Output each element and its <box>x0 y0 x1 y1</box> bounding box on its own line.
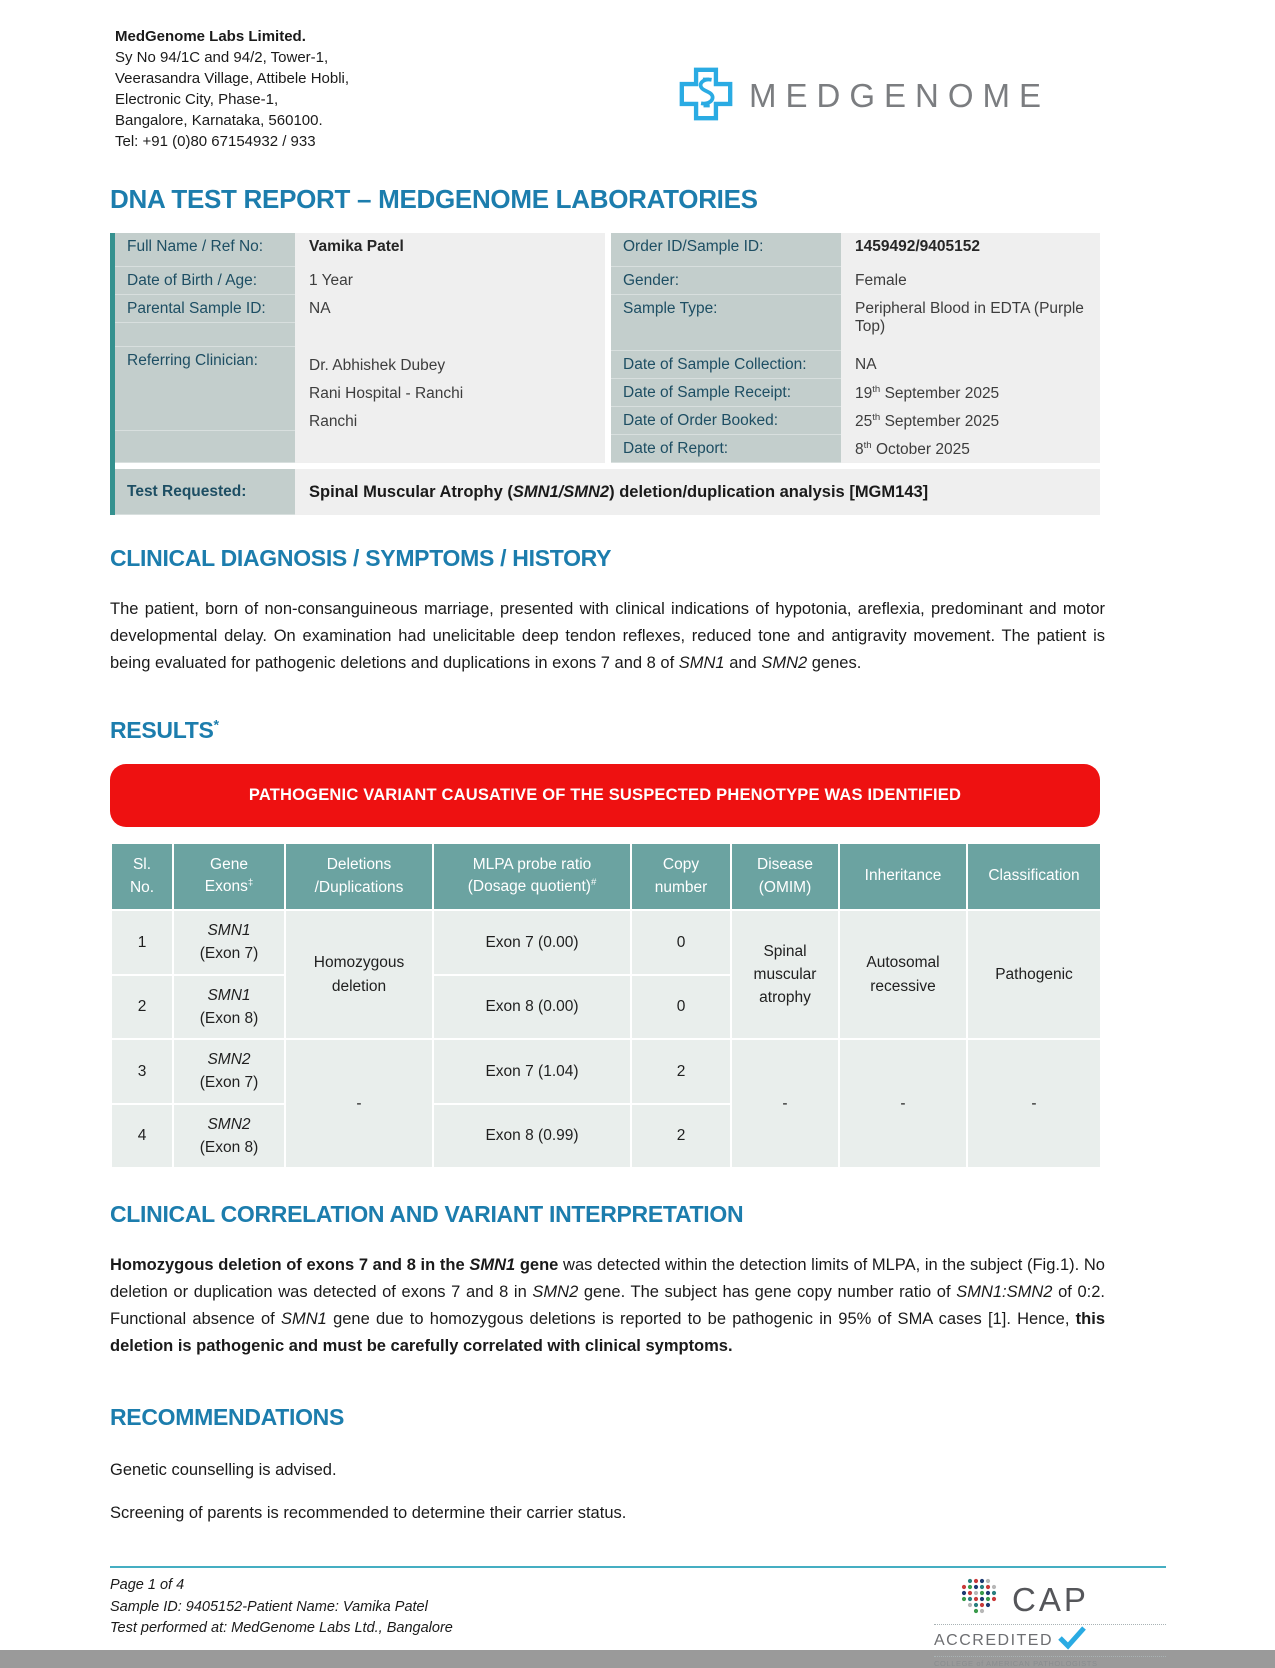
report-title: DNA TEST REPORT – MEDGENOME LABORATORIES <box>110 184 758 214</box>
cell-copy: 0 <box>631 975 731 1040</box>
address-line: Veerasandra Village, Attibele Hobli, <box>115 70 350 87</box>
field-label: Full Name / Ref No: <box>115 233 295 267</box>
address-line: Sy No 94/1C and 94/2, Tower-1, <box>115 49 329 66</box>
field-label: Date of Sample Receipt: <box>611 379 841 407</box>
header-deletions: Deletions /Duplications <box>285 843 433 910</box>
clinician-line: Ranchi <box>309 413 358 430</box>
header-mlpa-ratio: MLPA probe ratio (Dosage quotient)# <box>433 843 631 910</box>
cell-mlpa: Exon 7 (1.04) <box>433 1039 631 1104</box>
field-label: Date of Sample Collection: <box>611 351 841 379</box>
cell-gene-exon: SMN2 (Exon 8) <box>173 1104 285 1169</box>
field-label: Sample Type: <box>611 295 841 351</box>
test-requested-label: Test Requested: <box>115 469 295 515</box>
field-label: Referring Clinician: <box>115 347 295 431</box>
diagnosis-paragraph: The patient, born of non-consanguineous marriage, presented with clinical indications of hypotonia, areflexia, predominant and motor developmental delay. On examination had unelicitable deep tendon reflexes, reduced tone and antigravity movement. The patient is being evaluated for pathogenic deletions and duplications in exons 7 and 8 of SMN1 and SMN2 genes. <box>110 600 1105 672</box>
cell-deletion-type: - <box>285 1039 433 1168</box>
recommendation-line: Genetic counselling is advised. <box>110 1461 337 1480</box>
header-inheritance: Inheritance <box>839 843 967 910</box>
test-requested-row <box>115 469 1100 515</box>
field-label: Order ID/Sample ID: <box>611 233 841 267</box>
test-requested-value: Spinal Muscular Atrophy (SMN1/SMN2) deletion/duplication analysis [MGM143] <box>295 469 1100 515</box>
recommendation-line: Screening of parents is recommended to determine their carrier status. <box>110 1504 627 1523</box>
gender-value: Female <box>841 267 1100 295</box>
address-line: Electronic City, Phase-1, <box>115 91 279 108</box>
address-line: Tel: +91 (0)80 67154932 / 933 <box>115 133 316 150</box>
cell-inheritance: Autosomal recessive <box>839 910 967 1039</box>
cap-checkmark-icon <box>1057 1626 1087 1655</box>
clinician-line: Rani Hospital - Ranchi <box>309 385 464 402</box>
cell-sl: 4 <box>111 1104 173 1169</box>
medgenome-logo <box>675 40 1050 152</box>
cell-deletion-type: Homozygous deletion <box>285 910 433 1039</box>
sample-type-value: Peripheral Blood in EDTA (Purple Top) <box>841 295 1100 351</box>
field-label: Date of Birth / Age: <box>115 267 295 295</box>
page-number: Page 1 of 4 <box>110 1577 185 1593</box>
footer-text-block <box>110 1575 453 1668</box>
header-sl-no: Sl. No. <box>111 843 173 910</box>
header-disease: Disease (OMIM) <box>731 843 839 910</box>
filler-cell <box>295 431 605 463</box>
results-row <box>111 910 1101 975</box>
receipt-date-value: 19th September 2025 <box>841 379 1100 407</box>
header-classification: Classification <box>967 843 1101 910</box>
pathogenic-result-banner <box>110 764 1100 827</box>
cell-mlpa: Exon 8 (0.00) <box>433 975 631 1040</box>
letterhead <box>110 0 1105 152</box>
medgenome-cross-icon <box>675 63 737 130</box>
cell-disease: - <box>731 1039 839 1168</box>
footer-sample-line: Sample ID: 9405152-Patient Name: Vamika Patel <box>110 1598 428 1615</box>
clinician-value <box>295 347 605 431</box>
cell-copy: 2 <box>631 1039 731 1104</box>
section-title-recommendations: RECOMMENDATIONS <box>110 1404 345 1431</box>
cell-gene-exon: SMN2 (Exon 7) <box>173 1039 285 1104</box>
parental-sample-value: NA <box>295 295 605 323</box>
results-table <box>110 842 1102 1169</box>
field-label: Date of Order Booked: <box>611 407 841 435</box>
page-footer <box>110 1566 1166 1668</box>
patient-info-left <box>115 233 605 463</box>
spacer-cell <box>295 323 605 347</box>
address-line: Bangalore, Karnataka, 560100. <box>115 112 323 129</box>
cap-accredited-logo <box>934 1577 1166 1668</box>
cell-copy: 0 <box>631 910 731 975</box>
cell-sl: 1 <box>111 910 173 975</box>
patient-name-value: Vamika Patel <box>295 233 605 267</box>
cap-wordmark: CAP <box>1012 1581 1089 1618</box>
cell-inheritance: - <box>839 1039 967 1168</box>
patient-info-right <box>611 233 1100 463</box>
cell-mlpa: Exon 7 (0.00) <box>433 910 631 975</box>
header-copy-number: Copy number <box>631 843 731 910</box>
booked-date-value: 25th September 2025 <box>841 407 1100 435</box>
section-title-results: RESULTS* <box>110 717 219 743</box>
cap-college-text: COLLEGE of AMERICAN PATHOLOGISTS <box>934 1659 1098 1668</box>
cell-gene-exon: SMN1 (Exon 7) <box>173 910 285 975</box>
field-label: Gender: <box>611 267 841 295</box>
order-id-value: 1459492/9405152 <box>841 233 1100 267</box>
collection-date-value: NA <box>841 351 1100 379</box>
cell-copy: 2 <box>631 1104 731 1169</box>
cell-sl: 3 <box>111 1039 173 1104</box>
filler-cell <box>115 431 295 463</box>
cell-sl: 2 <box>111 975 173 1040</box>
cell-classification: Pathogenic <box>967 910 1101 1039</box>
report-date-value: 8th October 2025 <box>841 435 1100 463</box>
dob-value: 1 Year <box>295 267 605 295</box>
spacer-cell <box>115 323 295 347</box>
results-row <box>111 1039 1101 1104</box>
clinician-line: Dr. Abhishek Dubey <box>309 357 446 374</box>
field-label: Date of Report: <box>611 435 841 463</box>
cell-gene-exon: SMN1 (Exon 8) <box>173 975 285 1040</box>
patient-info-table <box>110 233 1100 515</box>
field-label: Parental Sample ID: <box>115 295 295 323</box>
cell-classification: - <box>967 1039 1101 1168</box>
header-gene-exons: Gene Exons‡ <box>173 843 285 910</box>
footer-performed-line: Test performed at: MedGenome Labs Ltd., Bangalore <box>110 1620 453 1636</box>
lab-address-block <box>110 26 349 152</box>
section-title-correlation: CLINICAL CORRELATION AND VARIANT INTERPRETATION <box>110 1201 744 1228</box>
correlation-paragraph: Homozygous deletion of exons 7 and 8 in the SMN1 gene was detected within the detection limits of MLPA, in the subject (Fig.1). No deletion or duplication was detected of exons 7 and 8 in SMN2 gene. The subject has gene copy number ratio of SMN1:SMN2 of 0:2. Functional absence of SMN1 gene due to homozygous deletions is reported to be pathogenic in 95% of SMA cases [1]. Hence, this deletion is pathogenic and must be carefully correlated with clinical symptoms. <box>110 1256 1106 1356</box>
cap-accredited-text: ACCREDITED <box>934 1631 1054 1649</box>
section-title-diagnosis: CLINICAL DIAGNOSIS / SYMPTOMS / HISTORY <box>110 545 612 571</box>
banner-text: PATHOGENIC VARIANT CAUSATIVE OF THE SUSPECTED PHENOTYPE WAS IDENTIFIED <box>248 786 962 804</box>
results-header-row <box>111 843 1101 910</box>
cell-disease: Spinal muscular atrophy <box>731 910 839 1039</box>
medgenome-wordmark: MEDGENOME <box>748 77 1050 114</box>
lab-name: MedGenome Labs Limited. <box>115 28 306 45</box>
cell-mlpa: Exon 8 (0.99) <box>433 1104 631 1169</box>
cap-dot-matrix-icon <box>962 1577 1006 1622</box>
